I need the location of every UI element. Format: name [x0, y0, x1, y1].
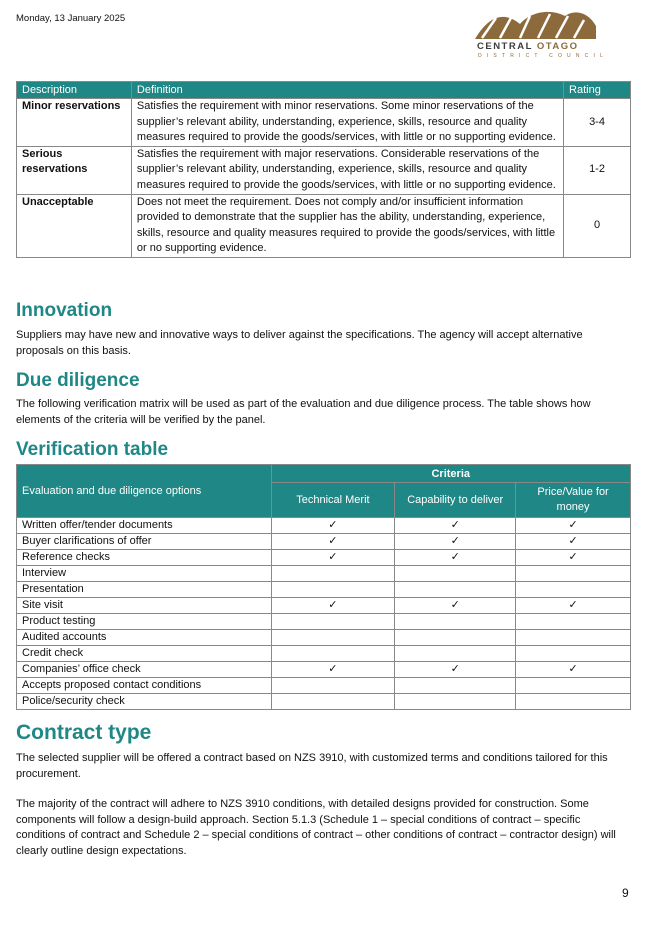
empty-cell	[516, 566, 631, 582]
logo-subtitle: DISTRICT COUNCIL	[478, 53, 609, 59]
empty-cell	[395, 630, 516, 646]
check-mark-icon: ✓	[516, 518, 631, 534]
col-header-criteria: Criteria	[271, 465, 631, 483]
check-mark-icon: ✓	[395, 518, 516, 534]
empty-cell	[395, 582, 516, 598]
rating-term: Minor reservations	[17, 99, 132, 147]
table-row	[17, 662, 631, 678]
empty-cell	[516, 646, 631, 662]
empty-cell	[516, 630, 631, 646]
table-row	[17, 694, 631, 710]
verification-option: Written offer/tender documents	[17, 518, 272, 534]
empty-cell	[516, 614, 631, 630]
table-row	[17, 146, 631, 194]
col-header-rating: Rating	[564, 82, 631, 99]
verification-option: Companies’ office check	[17, 662, 272, 678]
table-row	[17, 194, 631, 257]
col-header-options: Evaluation and due diligence options	[17, 465, 272, 518]
rating-definition: Satisfies the requirement with major reservations. Considerable reservations of the supplier’s relevant ability, understanding, experience, skills, resource and quality measures required to provide the goods/services, with little or no supporting evidence.	[131, 146, 563, 194]
rating-value: 1-2	[564, 146, 631, 194]
check-mark-icon: ✓	[271, 534, 395, 550]
table-row	[17, 518, 631, 534]
verification-option: Site visit	[17, 598, 272, 614]
check-mark-icon: ✓	[271, 518, 395, 534]
document-date: Monday, 13 January 2025	[16, 13, 126, 24]
col-header-description: Description	[17, 82, 132, 99]
check-mark-icon: ✓	[395, 534, 516, 550]
empty-cell	[271, 614, 395, 630]
verification-table	[16, 464, 631, 710]
empty-cell	[271, 630, 395, 646]
empty-cell	[271, 694, 395, 710]
page-number: 9	[622, 886, 629, 900]
empty-cell	[271, 678, 395, 694]
due-diligence-text: The following verification matrix will be used as part of the evaluation and due diligence process. The table shows how elements of the criteria will be verified by the panel.	[16, 398, 591, 426]
rating-table-header	[17, 82, 631, 99]
table-row	[17, 566, 631, 582]
check-mark-icon: ✓	[395, 662, 516, 678]
table-row	[17, 99, 631, 147]
col-header-definition: Definition	[131, 82, 563, 99]
rating-value: 0	[564, 194, 631, 257]
verification-option: Audited accounts	[17, 630, 272, 646]
table-row	[17, 646, 631, 662]
verification-option: Buyer clarifications of offer	[17, 534, 272, 550]
empty-cell	[271, 566, 395, 582]
rating-definition: Does not meet the requirement. Does not comply and/or insufficient information provided to demonstrate that the supplier has the ability, understanding, experience, skills, resource and quality measures required to provide the goods/services, with little or no supporting evidence.	[131, 194, 563, 257]
table-row	[17, 614, 631, 630]
empty-cell	[395, 678, 516, 694]
empty-cell	[395, 614, 516, 630]
rating-term: Serious reservations	[17, 146, 132, 194]
logo-wordmark: CENTRAL OTAGO	[477, 41, 579, 52]
empty-cell	[395, 566, 516, 582]
col-header-price-value: Price/Value for money	[516, 483, 631, 518]
due-diligence-heading: Due diligence	[16, 370, 140, 391]
check-mark-icon: ✓	[516, 550, 631, 566]
contract-type-heading: Contract type	[16, 721, 152, 744]
check-mark-icon: ✓	[395, 550, 516, 566]
table-row	[17, 534, 631, 550]
verification-option: Police/security check	[17, 694, 272, 710]
check-mark-icon: ✓	[271, 662, 395, 678]
contract-type-paragraph-1: The selected supplier will be offered a contract based on NZS 3910, with customized terms and conditions tailored for this procurement.	[16, 752, 608, 780]
empty-cell	[516, 694, 631, 710]
verification-header-row	[17, 465, 631, 483]
verification-option: Reference checks	[17, 550, 272, 566]
empty-cell	[395, 646, 516, 662]
table-row	[17, 598, 631, 614]
check-mark-icon: ✓	[271, 550, 395, 566]
verification-body	[17, 518, 631, 710]
verification-option: Interview	[17, 566, 272, 582]
col-header-technical-merit: Technical Merit	[271, 483, 395, 518]
contract-type-paragraph-2: The majority of the contract will adhere to NZS 3910 conditions, with detailed designs provided for construction. Some components will follow a design-build approach. Section 5.1.3 (Schedule 1 – special conditions of contract – specific conditions of contract and Schedule 2 – special conditions of contract – other conditions of contract – contractor design) will clearly outline design expectations.	[16, 798, 616, 857]
innovation-heading: Innovation	[16, 300, 113, 321]
table-row	[17, 630, 631, 646]
empty-cell	[271, 582, 395, 598]
verification-option: Credit check	[17, 646, 272, 662]
table-row	[17, 550, 631, 566]
table-row	[17, 678, 631, 694]
empty-cell	[516, 678, 631, 694]
empty-cell	[516, 582, 631, 598]
verification-option: Accepts proposed contact conditions	[17, 678, 272, 694]
innovation-text: Suppliers may have new and innovative ways to deliver against the specifications. The agency will accept alternative proposals on this basis.	[16, 329, 583, 357]
check-mark-icon: ✓	[516, 534, 631, 550]
check-mark-icon: ✓	[271, 598, 395, 614]
rating-table	[16, 81, 631, 258]
rating-value: 3-4	[564, 99, 631, 147]
verification-heading: Verification table	[16, 439, 169, 460]
check-mark-icon: ✓	[395, 598, 516, 614]
empty-cell	[395, 694, 516, 710]
verification-option: Presentation	[17, 582, 272, 598]
table-row	[17, 582, 631, 598]
col-header-capability: Capability to deliver	[395, 483, 516, 518]
rating-definition: Satisfies the requirement with minor reservations. Some minor reservations of the supplier’s relevant ability, understanding, experience, skills, resource and quality measures required to provide the goods/services, with little or no supporting evidence.	[131, 99, 563, 147]
verification-option: Product testing	[17, 614, 272, 630]
rating-term: Unacceptable	[17, 194, 132, 257]
check-mark-icon: ✓	[516, 662, 631, 678]
empty-cell	[271, 646, 395, 662]
check-mark-icon: ✓	[516, 598, 631, 614]
